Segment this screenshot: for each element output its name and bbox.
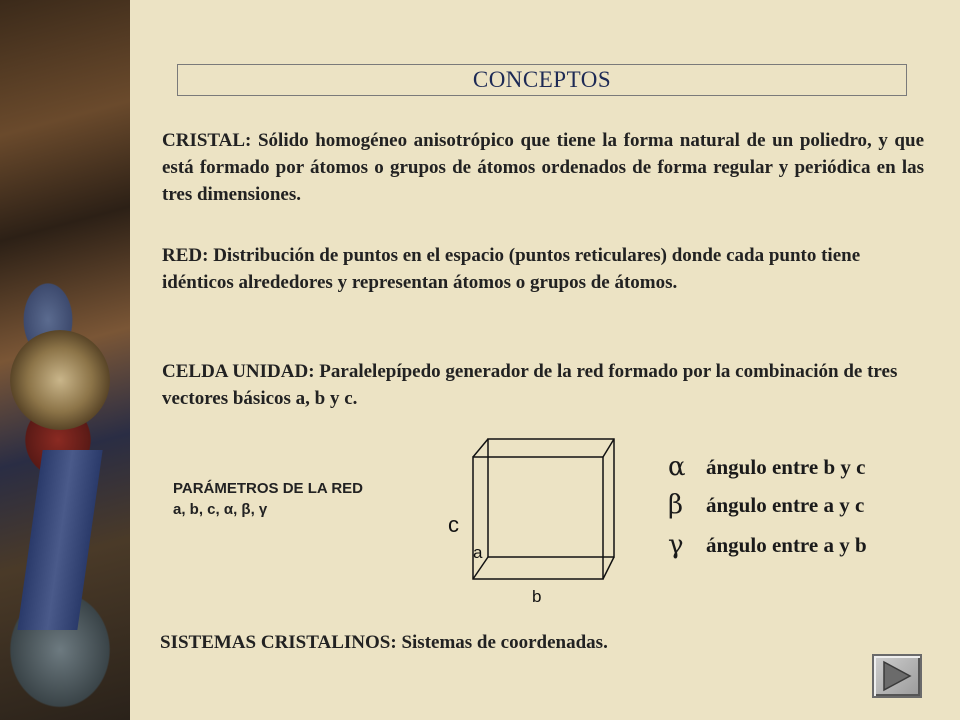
cristal-text: Sólido homogéneo anisotrópico que tiene la forma natural de un poliedro, y que está formado por átomos o grupos de átomos ordenados de forma regular y periódica en las tres dimensiones.: [162, 130, 924, 205]
cube-edge: [473, 439, 488, 457]
red-definition: [162, 242, 924, 296]
beta-symbol: β: [668, 490, 684, 520]
cristal-term: CRISTAL:: [162, 130, 252, 151]
decorative-side-photo: [0, 0, 130, 720]
celda-definition: [162, 358, 924, 412]
cube-front-face: [473, 457, 603, 579]
unit-cell-diagram: [470, 436, 620, 586]
celda-text: Paralelepípedo generador de la red formado por la combinación de tres vectores básicos a, b y c.: [162, 361, 898, 409]
angle-beta: [668, 490, 864, 520]
next-slide-button[interactable]: [872, 654, 922, 698]
cube-label-a: a: [473, 543, 483, 562]
sistemas-term: SISTEMAS CRISTALINOS:: [160, 632, 397, 653]
cube-label-c: c: [448, 512, 459, 537]
next-slide-icon: [874, 656, 920, 696]
gamma-text: ángulo entre a y b: [706, 532, 867, 557]
cube-label-b: b: [532, 587, 542, 606]
cube-edge: [603, 557, 614, 579]
red-text: Distribución de puntos en el espacio (puntos reticulares) donde cada punto tiene idénticos alrededores y representan átomos o grupos de átomos.: [162, 245, 861, 293]
alpha-text: ángulo entre b y c: [706, 454, 866, 479]
cristal-definition: [162, 127, 924, 208]
gamma-symbol: γ: [668, 530, 684, 560]
ribbon-image: [17, 450, 102, 630]
lattice-parameters: [173, 478, 363, 520]
page-title: CONCEPTOS: [177, 64, 907, 96]
parameters-heading: PARÁMETROS DE LA RED: [173, 480, 364, 497]
medal-image: [10, 330, 110, 430]
beta-text: ángulo entre a y c: [706, 492, 865, 517]
angle-gamma: [668, 530, 867, 560]
red-term: RED:: [162, 245, 209, 266]
angle-alpha: [668, 452, 865, 482]
celda-term: CELDA UNIDAD:: [162, 361, 315, 382]
sistemas-definition: [160, 632, 608, 654]
parameters-list: a, b, c, α, β, γ: [173, 501, 268, 518]
sistemas-text: Sistemas de coordenadas.: [401, 632, 608, 653]
cube-edge: [603, 439, 614, 457]
alpha-symbol: α: [668, 452, 686, 482]
